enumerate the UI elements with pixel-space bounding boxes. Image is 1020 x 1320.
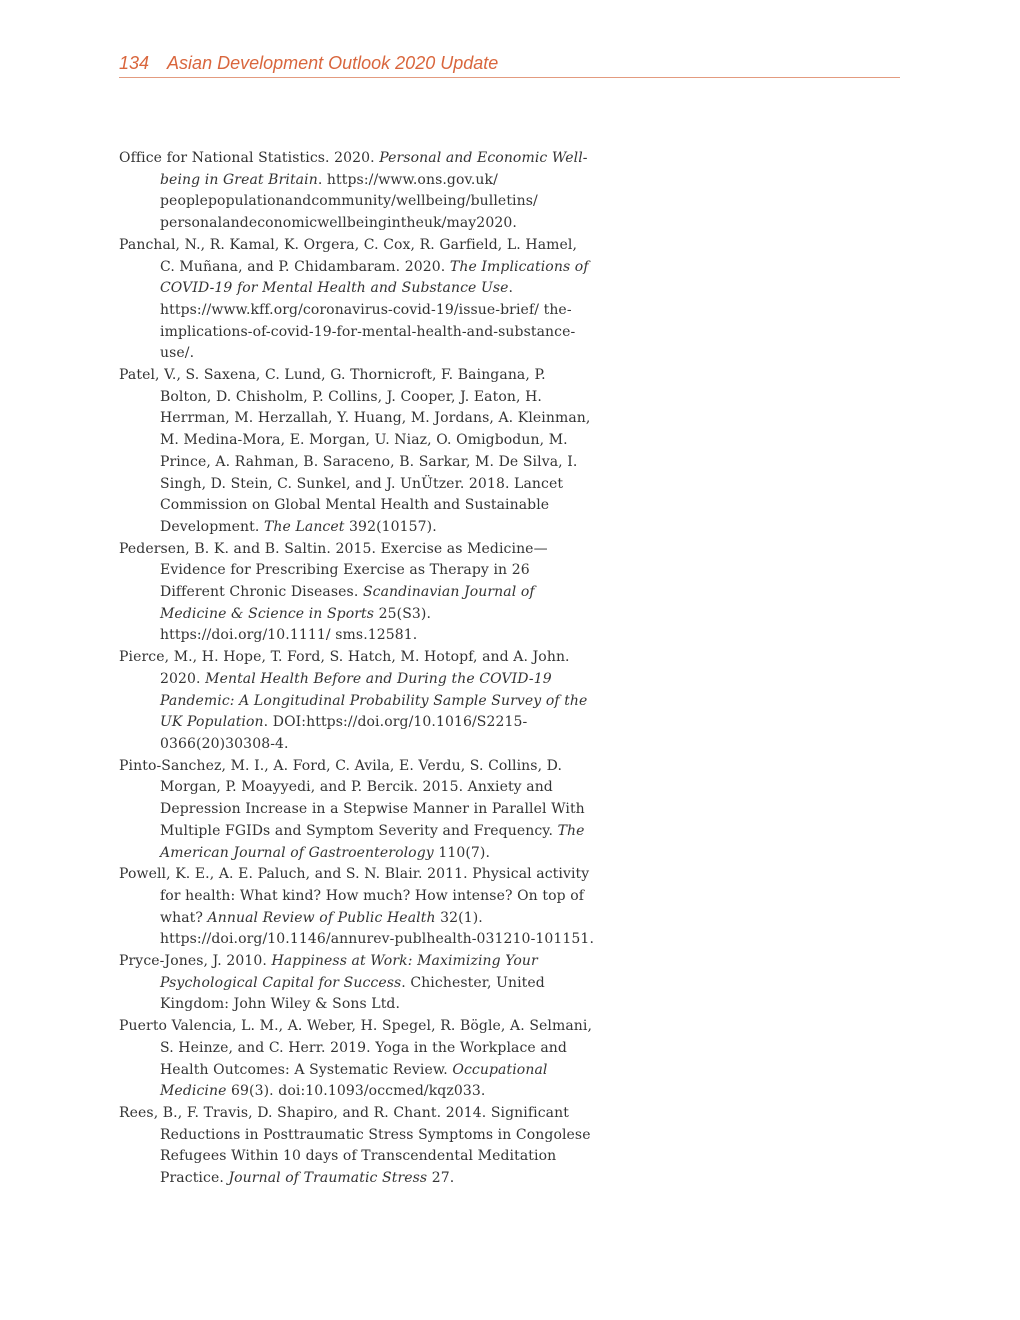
running-header	[119, 50, 900, 78]
reference-authors: Panchal, N., R. Kamal, K. Orgera, C. Cox, R. Garfield, L. Hamel, C. Muñana, and P. Chidambaram. 2020.	[119, 236, 578, 275]
reference-details: . Chichester, United Kingdom: John Wiley & Sons Ltd.	[160, 974, 545, 1013]
reference-entry	[119, 756, 594, 865]
reference-details: 392(10157).	[344, 518, 437, 535]
reference-title: Journal of Traumatic Stress	[228, 1170, 428, 1187]
reference-details: 69(3). doi:10.1093/occmed/kqz033.	[226, 1083, 486, 1100]
reference-list	[119, 148, 594, 1190]
reference-title: Occupational Medicine	[160, 1061, 548, 1100]
reference-authors: Pinto-Sanchez, M. I., A. Ford, C. Avila, E. Verdu, S. Collins, D. Morgan, P. Moayyedi, and P. Bercik. 2015. Anxiety and Depression Increase in a Stepwise Manner in Parallel With Multiple FGIDs and Symptom Severity and Frequency.	[119, 757, 585, 839]
publication-title: Asian Development Outlook 2020 Update	[167, 53, 499, 73]
reference-title: Scandinavian Journal of Medicine & Science in Sports	[160, 584, 535, 622]
reference-authors: Puerto Valencia, L. M., A. Weber, H. Spegel, R. Bögle, A. Selmani, S. Heinze, and C. Herr. 2019. Yoga in the Workplace and Health Outcomes: A Systematic Review.	[119, 1018, 593, 1078]
reference-title: The Lancet	[263, 518, 345, 535]
reference-authors: Pedersen, B. K. and B. Saltin. 2015. Exercise as Medicine—Evidence for Prescribing Exercise as Therapy in 26 Different Chronic Diseases.	[119, 540, 548, 601]
page-number: 134	[119, 53, 150, 73]
reference-entry	[119, 1016, 594, 1103]
reference-details: 27.	[427, 1170, 455, 1187]
reference-entry	[119, 365, 594, 539]
reference-authors: Pierce, M., H. Hope, T. Ford, S. Hatch, M. Hotopf, and A. John. 2020.	[119, 649, 570, 687]
reference-entry	[119, 539, 594, 648]
reference-entry	[119, 148, 594, 235]
reference-title: Annual Review of Public Health	[207, 909, 436, 926]
reference-authors: Rees, B., F. Travis, D. Shapiro, and R. Chant. 2014. Significant Reductions in Posttraumatic Stress Symptoms in Congolese Refugees Within 10 days of Transcendental Meditation Practice.	[119, 1104, 591, 1187]
reference-details: . https://www.ons.gov.uk/ peoplepopulationandcommunity/wellbeing/bulletins/ personalandeconomicwellbeingintheuk/may2020.	[160, 171, 538, 232]
reference-entry	[119, 951, 594, 1016]
reference-authors: Pryce-Jones, J. 2010.	[119, 953, 272, 970]
reference-entry	[119, 864, 594, 951]
reference-title: Mental Health Before and During the COVID-19 Pandemic: A Longitudinal Probability Sample Survey of the UK Population	[160, 670, 588, 731]
reference-details: . https://www.kff.org/coronavirus-covid-19/issue-brief/ the-implications-of-covid-19-for-mental-health-and-substance-use/.	[160, 280, 576, 362]
reference-entry	[119, 1103, 594, 1190]
reference-authors: Patel, V., S. Saxena, C. Lund, G. Thornicroft, F. Baingana, P. Bolton, D. Chisholm, P. Collins, J. Cooper, J. Eaton, H. Herrman, M. Herzallah, Y. Huang, M. Jordans, A. Kleinman, M. Medina-Mora, E. Morgan, U. Niaz, O. Omigbodun, M. Prince, A. Rahman, B. Saraceno, B. Sarkar, M. De Silva, I. Singh, D. Stein, C. Sunkel, and J. UnÜtzer. 2018. Lancet Commission on Global Mental Health and Sustainable Development.	[119, 367, 591, 535]
reference-title: Happiness at Work: Maximizing Your Psychological Capital for Success	[160, 953, 538, 991]
reference-details: . DOI:https://doi.org/10.1016/S2215-0366(20)30308-4.	[160, 714, 528, 752]
reference-entry	[119, 647, 594, 756]
reference-authors: Office for National Statistics. 2020.	[119, 150, 380, 166]
reference-title: The American Journal of Gastroenterology	[160, 822, 585, 861]
reference-title: Personal and Economic Well-being in Great Britain	[160, 150, 588, 188]
reference-title: The Implications of COVID-19 for Mental Health and Substance Use	[160, 258, 589, 297]
reference-details: 25(S3). https://doi.org/10.1111/ sms.12581.	[160, 605, 431, 644]
reference-authors: Powell, K. E., A. E. Paluch, and S. N. Blair. 2011. Physical activity for health: What kind? How much? How intense? On top of what?	[119, 866, 590, 926]
reference-details: 32(1). https://doi.org/10.1146/annurev-publhealth-031210-101151.	[160, 909, 594, 948]
reference-entry	[119, 235, 594, 365]
reference-details: 110(7).	[433, 844, 491, 861]
